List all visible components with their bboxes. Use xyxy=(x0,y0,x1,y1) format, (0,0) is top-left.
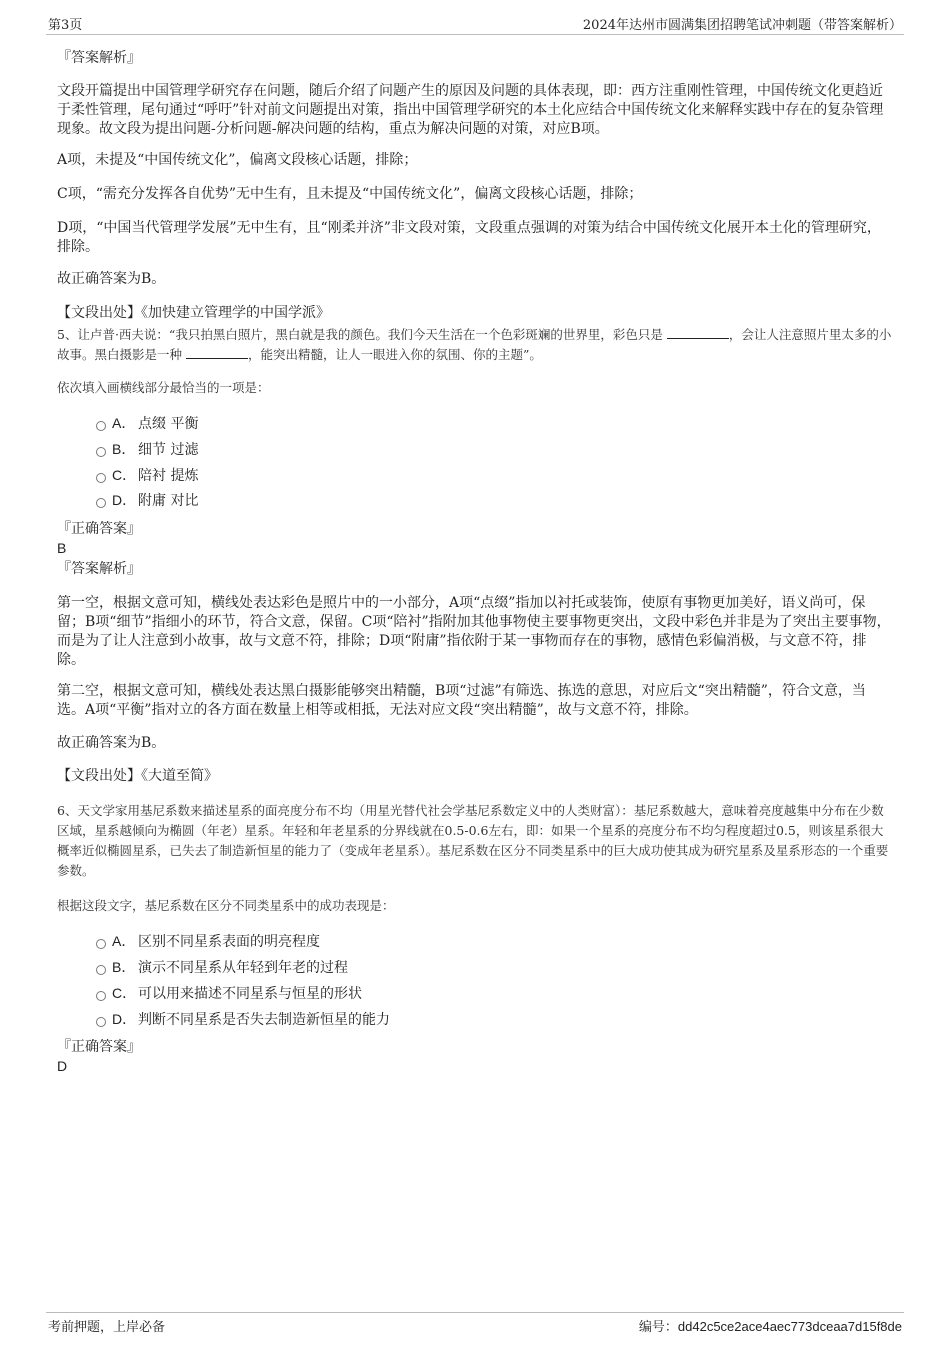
document-code: 编号：dd42c5ce2ace4aec773dceaa7d15f8de xyxy=(638,1319,902,1335)
page-number: 第3页 xyxy=(48,18,83,33)
question-6-prompt: 根据这段文字，基尼系数在区分不同类星系中的成功表现是： xyxy=(57,898,395,913)
analysis-heading: 『答案解析』 xyxy=(57,50,141,66)
blank-1 xyxy=(667,326,729,339)
correct-answer-heading: 『正确答案』 xyxy=(57,521,141,537)
analysis-heading: 『答案解析』 xyxy=(57,561,141,577)
analysis-conclusion: 故正确答案为B。 xyxy=(57,271,166,287)
analysis-paragraph-1: 第一空，根据文意可知，横线处表达彩色是照片中的一小部分，A项“点缀”指加以衬托或装饰，使原有事物更加美好，语义尚可，保留；B项“细节”指细小的环节，符合文意，保留。C项“陪衬”指附加其他事物使主要事物更突出，文段中彩色并非是为了突出主要事物，而是为了让人注意到小故事，故与文意不符，排除；D项“附庸”指依附于某一事物而存在的事物，感情色彩偏消极，与文意不符，排除。 xyxy=(57,595,891,668)
analysis-conclusion: 故正确答案为B。 xyxy=(57,735,166,751)
correct-answer-heading: 『正确答案』 xyxy=(57,1039,141,1055)
q6-option-b[interactable]: B． 演示不同星系从年轻到年老的过程 xyxy=(96,958,348,978)
analysis-option-d: D项，“中国当代管理学发展”无中生有，且“刚柔并济”非文段对策，文段重点强调的对策为结合中国传统文化展开本土化的管理研究，排除。 xyxy=(57,220,881,255)
q6-option-d[interactable]: D． 判断不同星系是否失去制造新恒星的能力 xyxy=(96,1010,390,1030)
correct-answer: D xyxy=(57,1058,68,1074)
source-citation: 【文段出处】《加快建立管理学的中国学派》 xyxy=(57,305,330,321)
correct-answer: B xyxy=(57,540,67,556)
q6-option-a[interactable]: A． 区别不同星系表面的明亮程度 xyxy=(96,932,320,952)
page-header xyxy=(46,12,904,35)
question-5-prompt: 依次填入画横线部分最恰当的一项是： xyxy=(57,380,270,395)
question-5-stem: 5、让卢普·西夫说：“我只拍黑白照片，黑白就是我的颜色。我们今天生活在一个色彩斑斓的世界里，彩色只是 ，会让人注意照片里太多的小故事。黑白摄影是一种 ，能突出精髓，让人一眼进入你的氛围、你的主题”。 xyxy=(57,327,892,362)
radio-icon[interactable] xyxy=(96,473,106,483)
analysis-paragraph-2: 第二空，根据文意可知，横线处表达黑白摄影能够突出精髓，B项“过滤”有筛选、拣选的意思，对应后文“突出精髓”，符合文意，当选。A项“平衡”指对立的各方面在数量上相等或相抵，无法对应文段“突出精髓”，故与文意不符，排除。 xyxy=(57,683,866,718)
q6-option-c[interactable]: C． 可以用来描述不同星系与恒星的形状 xyxy=(96,984,362,1004)
radio-icon[interactable] xyxy=(96,498,106,508)
q5-option-b[interactable]: B． 细节 过滤 xyxy=(96,440,198,460)
radio-icon[interactable] xyxy=(96,965,106,975)
radio-icon[interactable] xyxy=(96,447,106,457)
document-title: 2024年达州市圆满集团招聘笔试冲刺题（带答案解析） xyxy=(582,18,902,33)
radio-icon[interactable] xyxy=(96,991,106,1001)
radio-icon[interactable] xyxy=(96,939,106,949)
radio-icon[interactable] xyxy=(96,421,106,431)
q5-option-d[interactable]: D． 附庸 对比 xyxy=(96,491,198,511)
q5-option-c[interactable]: C． 陪衬 提炼 xyxy=(96,466,198,486)
footer-slogan: 考前押题，上岸必备 xyxy=(48,1320,166,1335)
analysis-option-a: A项，未提及“中国传统文化”，偏离文段核心话题，排除； xyxy=(57,152,418,168)
question-6-stem: 6、天文学家用基尼系数来描述星系的面亮度分布不均（用星光替代社会学基尼系数定义中的人类财富）：基尼系数越大，意味着亮度越集中分布在少数区域，星系越倾向为椭圆（年老）星系。年轻和年老星系的分界线就在0.5-0.6左右，即：如果一个星系的亮度分布不均匀程度超过0.5，则该星系很大概率近似椭圆星系，已失去了制造新恒星的能力了（变成年老星系）。基尼系数在区分不同类星系中的巨大成功使其成为研究星系及星系形态的一个重要参数。 xyxy=(57,803,889,878)
q5-option-a[interactable]: A． 点缀 平衡 xyxy=(96,414,198,434)
radio-icon[interactable] xyxy=(96,1017,106,1027)
analysis-option-c: C项，“需充分发挥各自优势”无中生有，且未提及“中国传统文化”，偏离文段核心话题，排除； xyxy=(57,186,643,202)
page-footer xyxy=(46,1312,904,1335)
blank-2 xyxy=(186,346,248,359)
source-citation: 【文段出处】《大道至简》 xyxy=(57,768,218,784)
analysis-paragraph: 文段开篇提出中国管理学研究存在问题，随后介绍了问题产生的原因及问题的具体表现，即：西方注重刚性管理，中国传统文化更趋近于柔性管理，尾句通过“呼吁”针对前文问题提出对策，指出中国管理学研究的本土化应结合中国传统文化来解释实践中存在的复杂管理现象。故文段为提出问题-分析问题-解决问题的结构，重点为解决问题的对策，对应B项。 xyxy=(57,83,884,137)
